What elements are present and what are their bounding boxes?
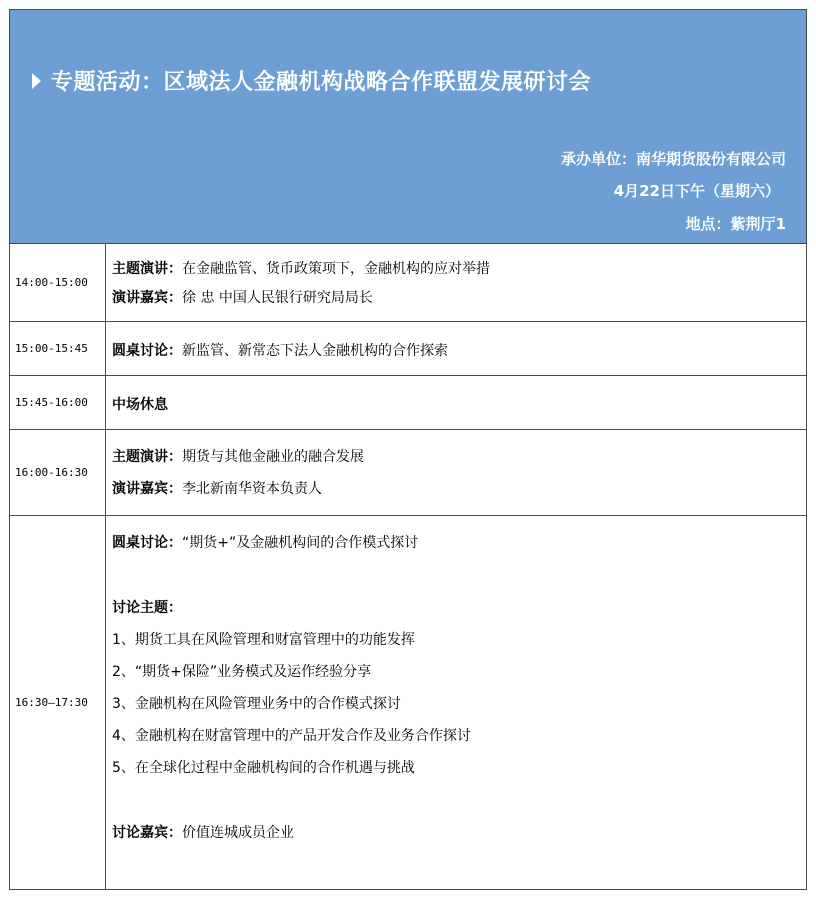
- line-label: 中场休息: [112, 397, 168, 413]
- topic-item: [112, 693, 401, 713]
- schedule-row: [10, 516, 806, 889]
- schedule-row: [10, 244, 806, 322]
- title-row: [32, 65, 591, 96]
- topic-text: 1、期货工具在风险管理和财富管理中的功能发挥: [112, 632, 415, 648]
- session-line: [112, 258, 490, 278]
- event-date: 4月22日下午（星期六）: [613, 182, 780, 200]
- session-line: [112, 532, 418, 552]
- session-line: [112, 394, 168, 414]
- topic-text: 5、在全球化过程中金融机构间的合作机遇与挑战: [112, 760, 415, 776]
- line-label: 演讲嘉宾：: [112, 481, 182, 497]
- topic-text: 2、“期货+保险”业务模式及运作经验分享: [112, 664, 372, 680]
- line-label: 讨论嘉宾：: [112, 825, 182, 841]
- line-text: 期货与其他金融业的融合发展: [182, 449, 364, 465]
- time-slot: 14:00-15:00: [10, 244, 106, 321]
- schedule-row: [10, 322, 806, 376]
- line-label: 主题演讲：: [112, 449, 182, 465]
- line-text: 李北新南华资本负责人: [182, 481, 322, 497]
- line-text: 新监管、新常态下法人金融机构的合作探索: [182, 343, 448, 359]
- time-slot: 15:45-16:00: [10, 376, 106, 429]
- line-label: 主题演讲：: [112, 261, 182, 277]
- session-line: [112, 822, 294, 842]
- schedule-row: [10, 430, 806, 516]
- topic-item: [112, 629, 415, 649]
- session-line: [112, 478, 322, 498]
- line-text: 徐 忠 中国人民银行研究局局长: [182, 290, 373, 306]
- topic-text: 3、金融机构在风险管理业务中的合作模式探讨: [112, 696, 401, 712]
- session-line: [112, 446, 364, 466]
- agenda-table: [9, 9, 807, 890]
- agenda-header: [10, 10, 806, 244]
- time-slot: 15:00-15:45: [10, 322, 106, 375]
- time-slot: 16:00-16:30: [10, 430, 106, 515]
- schedule-row: [10, 376, 806, 430]
- session-line: [112, 597, 182, 617]
- topic-item: [112, 757, 415, 777]
- host-organizer: 承办单位：南华期货股份有限公司: [560, 150, 786, 168]
- line-label: 演讲嘉宾：: [112, 290, 182, 306]
- topic-text: 4、金融机构在财富管理中的产品开发合作及业务合作探讨: [112, 728, 471, 744]
- event-location: 地点：紫荆厅1: [685, 215, 786, 233]
- caret-right-icon: [32, 73, 41, 89]
- line-label: 圆桌讨论：: [112, 343, 182, 359]
- session-line: [112, 287, 373, 307]
- line-label: 讨论主题：: [112, 600, 182, 616]
- session-line: [112, 340, 448, 360]
- line-text: 价值连城成员企业: [182, 825, 294, 841]
- time-slot: 16:30—17:30: [10, 516, 106, 889]
- event-title: 专题活动：区域法人金融机构战略合作联盟发展研讨会: [51, 70, 592, 95]
- line-text: 在金融监管、货币政策项下，金融机构的应对举措: [182, 261, 490, 277]
- topic-item: [112, 725, 471, 745]
- topic-item: [112, 661, 371, 681]
- line-label: 圆桌讨论：: [112, 535, 182, 551]
- line-text: “期货+”及金融机构间的合作模式探讨: [182, 535, 419, 551]
